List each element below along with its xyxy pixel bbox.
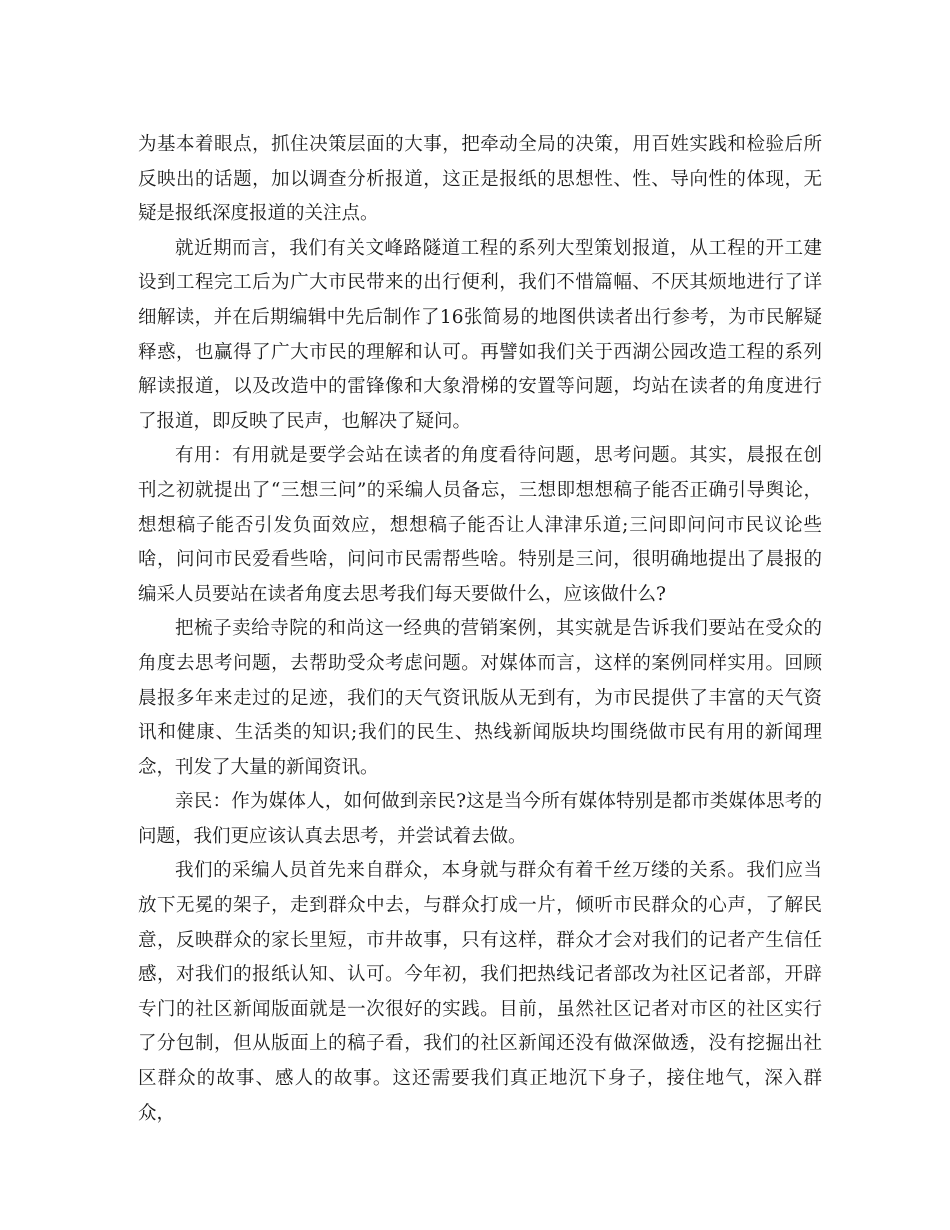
paragraph-2: 就近期而言，我们有关文峰路隧道工程的系列大型策划报道，从工程的开工建设到工程完工后为广大市民带来的出行便利，我们不惜篇幅、不厌其烦地进行了详细解读，并在后期编辑中先后制作了16张简易的地图供读者出行参考，为市民解疑释惑，也赢得了广大市民的理解和认可。再譬如我们关于西湖公园改造工程的系列解读报道，以及改造中的雷锋像和大象滑梯的安置等问题，均站在读者的角度进行了报道，即反映了民声，也解决了疑问。 [138,237,822,432]
paragraph-3: 有用：有用就是要学会站在读者的角度看待问题，思考问题。其实，晨报在创刊之初就提出了“三想三问”的采编人员备忘，三想即想想稿子能否正确引导舆论，想想稿子能否引发负面效应，想想稿子能否让人津津乐道;三问即问问市民议论些啥，问问市民爱看些啥，问问市民需帮些啥。特别是三问，很明确地提出了晨报的编采人员要站在读者角度去思考我们每天要做什么，应该做什么? [138,445,822,605]
paragraph-6: 我们的采编人员首先来自群众，本身就与群众有着千丝万缕的关系。我们应当放下无冕的架子，走到群众中去，与群众打成一片，倾听市民群众的心声，了解民意，反映群众的家长里短，市井故事，只有这样，群众才会对我们的记者产生信任感，对我们的报纸认知、认可。今年初，我们把热线记者部改为社区记者部，开辟专门的社区新闻版面就是一次很好的实践。目前，虽然社区记者对市区的社区实行了分包制，但从版面上的稿子看，我们的社区新闻还没有做深做透，没有挖掘出社区群众的故事、感人的故事。这还需要我们真正地沉下身子，接住地气，深入群众， [138,860,822,1124]
article-body [138,128,822,1131]
paragraph-4: 把梳子卖给寺院的和尚这一经典的营销案例，其实就是告诉我们要站在受众的角度去思考问题，去帮助受众考虑问题。对媒体而言，这样的案例同样实用。回顾晨报多年来走过的足迹，我们的天气资讯版从无到有，为市民提供了丰富的天气资讯和健康、生活类的知识;我们的民生、热线新闻版块均围绕做市民有用的新闻理念，刊发了大量的新闻资讯。 [138,618,822,778]
paragraph-1: 为基本着眼点，抓住决策层面的大事，把牵动全局的决策，用百姓实践和检验后所反映出的话题，加以调查分析报道，这正是报纸的思想性、性、导向性的体现，无疑是报纸深度报道的关注点。 [138,134,822,225]
paragraph-5: 亲民：作为媒体人，如何做到亲民?这是当今所有媒体特别是都市类媒体思考的问题，我们更应该认真去思考，并尝试着去做。 [138,791,822,847]
